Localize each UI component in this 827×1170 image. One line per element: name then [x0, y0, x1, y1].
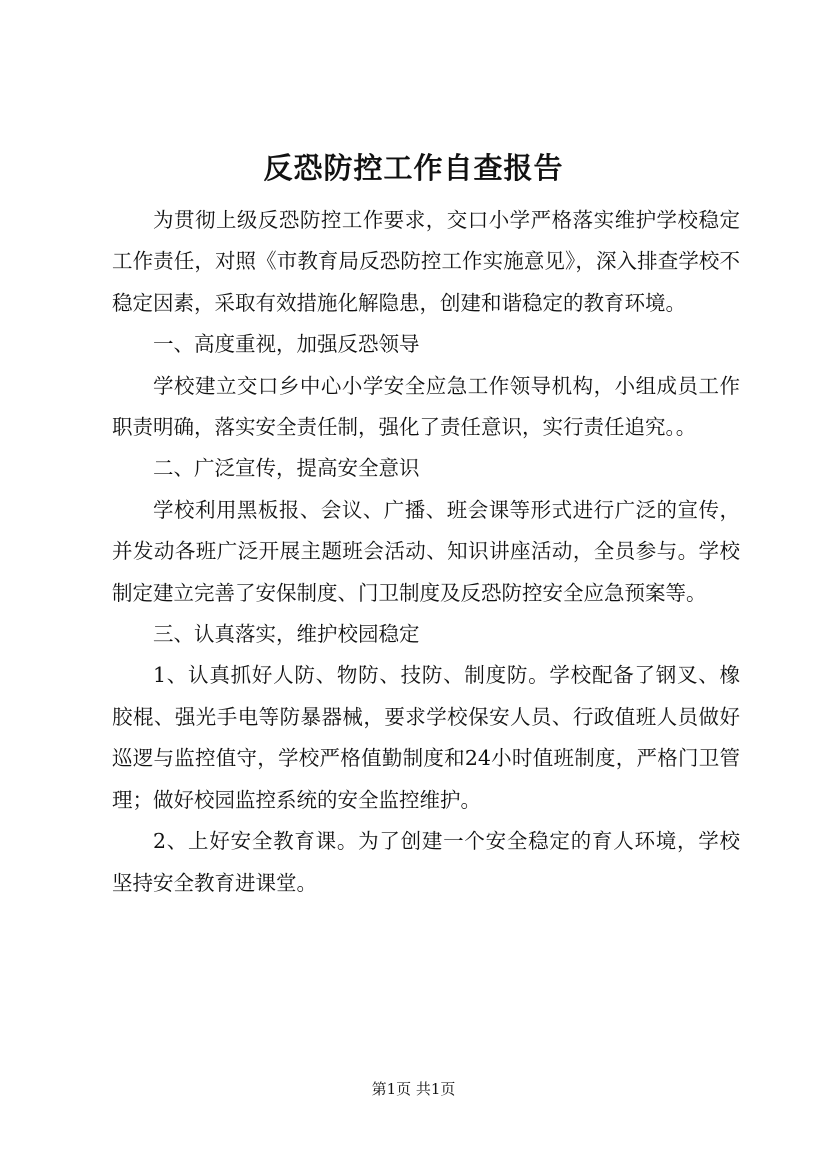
section-paragraph-3-item-2: 2、上好安全教育课。为了创建一个安全稳定的育人环境，学校坚持安全教育进课堂。: [112, 829, 740, 895]
section-paragraph-1: 学校建立交口乡中心小学安全应急工作领导机构，小组成员工作职责明确，落实安全责任制，强化了责任意识，实行责任追究。。: [112, 373, 740, 440]
section-paragraph-3-item-1: 1、认真抓好人防、物防、技防、制度防。学校配备了钢叉、橡胶棍、强光手电等防暴器械，要求学校保安人员、行政值班人员做好巡逻与监控值守，学校严格值勤制度和24小时值班制度，严格门卫管理；做好校园监控系统的安全监控维护。: [112, 663, 740, 812]
page-footer: 第1页 共1页: [371, 1080, 456, 1098]
intro-paragraph: 为贯彻上级反恐防控工作要求，交口小学严格落实维护学校稳定工作责任，对照《市教育局反恐防控工作实施意见》，深入排查学校不稳定因素，采取有效措施化解隐患，创建和谐稳定的教育环境。: [112, 208, 740, 315]
document-body: [112, 200, 740, 904]
section-heading-1: 一、高度重视，加强反恐领导: [153, 332, 420, 357]
section-heading-2: 二、广泛宣传，提高安全意识: [153, 456, 420, 481]
document-title: 反恐防控工作自查报告: [263, 151, 564, 185]
section-heading-3: 三、认真落实，维护校园稳定: [153, 622, 420, 647]
section-paragraph-2: 学校利用黑板报、会议、广播、班会课等形式进行广泛的宣传，并发动各班广泛开展主题班会活动、知识讲座活动，全员参与。学校制定建立完善了安保制度、门卫制度及反恐防控安全应急预案等。: [112, 497, 740, 605]
